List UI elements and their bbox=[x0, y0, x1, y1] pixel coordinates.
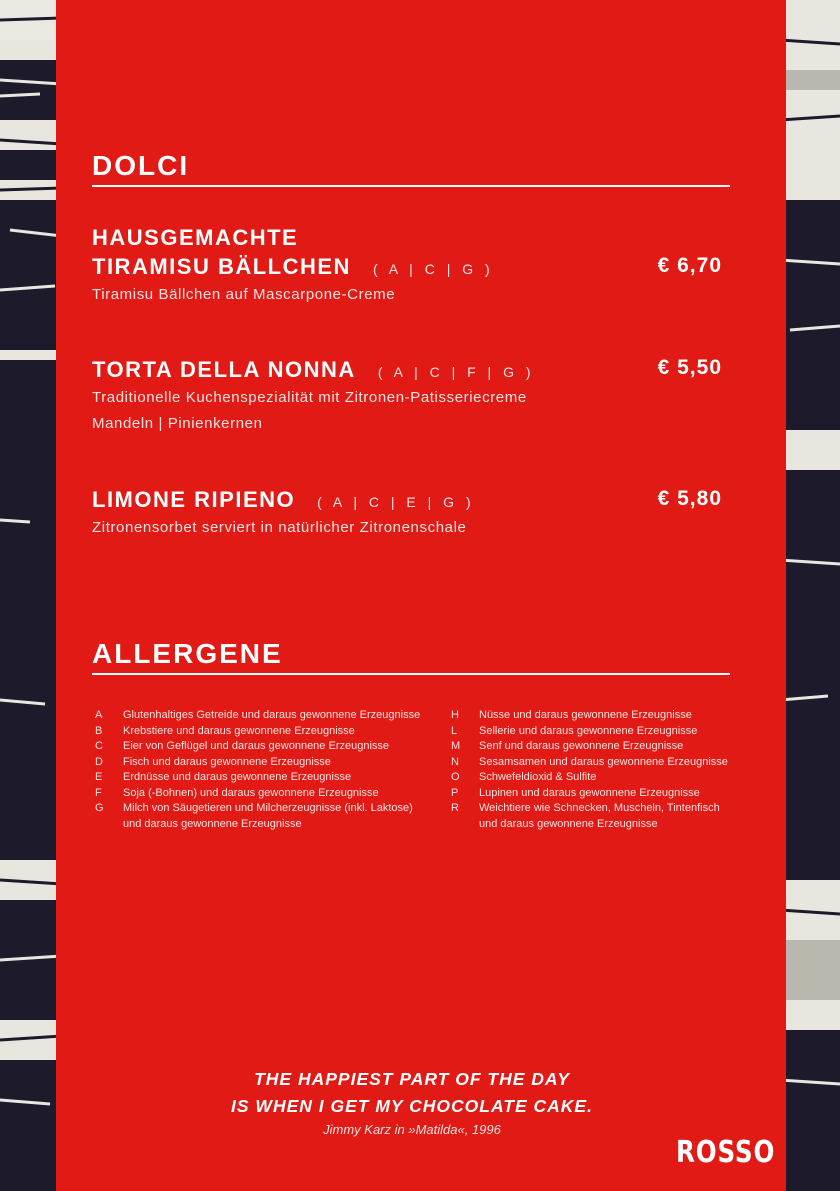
allergen-letter: D bbox=[95, 755, 103, 768]
allergen-item bbox=[92, 755, 432, 771]
section-divider bbox=[92, 673, 730, 675]
section-title-allergene: ALLERGENE bbox=[92, 638, 283, 669]
allergen-text: Soja (-Bohnen) und daraus gewonnene Erzeugnisse bbox=[123, 786, 379, 799]
dish-description bbox=[92, 282, 652, 308]
allergen-text: Erdnüsse und daraus gewonnene Erzeugnisse bbox=[123, 771, 352, 783]
dish-name bbox=[92, 485, 475, 517]
dish-name-text: TORTA DELLA NONNA bbox=[92, 357, 356, 382]
allergen-text: Glutenhaltiges Getreide und daraus gewonnene Erzeugnisse bbox=[123, 709, 421, 721]
section-divider bbox=[92, 185, 730, 187]
dish-name bbox=[92, 355, 535, 387]
allergen-item bbox=[448, 801, 732, 832]
quote-source: Jimmy Karz in »Matilda«, 1996 bbox=[323, 1122, 501, 1137]
allergen-text: Sellerie und daraus gewonnene Erzeugnisse bbox=[479, 724, 698, 737]
section-title-dolci: DOLCI bbox=[92, 150, 190, 181]
allergen-text: Nüsse und daraus gewonnene Erzeugnisse bbox=[479, 709, 692, 721]
allergen-item bbox=[92, 739, 432, 755]
allergen-text: Milch von Säugetieren und Milcherzeugnisse (inkl. Laktose) und daraus gewonnene Erzeugnisse bbox=[123, 802, 413, 830]
allergen-item bbox=[448, 786, 732, 802]
allergen-letter: P bbox=[451, 786, 459, 799]
dish-description bbox=[92, 385, 652, 437]
allergen-text: Fisch und daraus gewonnene Erzeugnisse bbox=[123, 755, 331, 768]
dish-allergen-codes: ( A | C | G ) bbox=[372, 261, 494, 277]
allergen-text: Sesamsamen und daraus gewonnene Erzeugnisse bbox=[479, 755, 728, 768]
dish-description-line: Zitronensorbet serviert in natürlicher Zitronenschale bbox=[92, 519, 467, 536]
allergen-letter: G bbox=[95, 802, 104, 814]
allergen-item bbox=[448, 770, 732, 786]
allergen-letter: F bbox=[95, 786, 102, 799]
allergen-letter: A bbox=[95, 709, 103, 721]
dish-allergen-codes: ( A | C | E | G ) bbox=[317, 494, 475, 510]
allergen-item bbox=[448, 724, 732, 740]
allergen-item bbox=[448, 708, 732, 724]
allergen-text: Senf und daraus gewonnene Erzeugnisse bbox=[479, 740, 684, 752]
dish-description-line: Mandeln | Pinienkernen bbox=[92, 415, 263, 432]
allergen-text: Schwefeldioxid & Sulfite bbox=[479, 771, 597, 783]
brand-logo: ROSSO bbox=[676, 1135, 776, 1170]
allergen-letter: B bbox=[95, 724, 103, 737]
quote-line: IS WHEN I GET MY CHOCOLATE CAKE. bbox=[231, 1096, 593, 1116]
dish-description-line: Traditionelle Kuchenspezialität mit Zitronen-Patisseriecreme bbox=[92, 389, 527, 406]
allergen-item bbox=[92, 724, 432, 740]
dish-price: € 6,70 bbox=[657, 254, 722, 277]
allergen-text: Weichtiere wie Schnecken, Muscheln, Tintenfisch und daraus gewonnene Erzeugnisse bbox=[479, 802, 720, 830]
allergen-item bbox=[92, 786, 432, 802]
allergen-letter: O bbox=[451, 771, 460, 783]
allergen-list-right bbox=[448, 708, 732, 832]
movie-quote bbox=[222, 1066, 602, 1137]
dish-name-line: HAUSGEMACHTE bbox=[92, 225, 299, 250]
quote-line: THE HAPPIEST PART OF THE DAY bbox=[254, 1069, 570, 1089]
panel-wavy-edge-left bbox=[50, 0, 60, 1191]
dish-allergen-codes: ( A | C | F | G ) bbox=[377, 364, 535, 380]
dish-name-text: TIRAMISU BÄLLCHEN bbox=[92, 254, 351, 279]
allergen-letter: M bbox=[451, 740, 461, 752]
dish-price: € 5,80 bbox=[657, 487, 722, 510]
allergen-letter: N bbox=[451, 755, 459, 768]
allergen-item bbox=[92, 770, 432, 786]
allergen-text: Lupinen und daraus gewonnene Erzeugnisse bbox=[479, 786, 700, 799]
dish-description bbox=[92, 515, 652, 541]
dish-description-line: Tiramisu Bällchen auf Mascarpone-Creme bbox=[92, 286, 396, 303]
allergen-item bbox=[92, 708, 432, 724]
allergen-item bbox=[448, 739, 732, 755]
allergen-item bbox=[448, 755, 732, 771]
allergen-list-left bbox=[92, 708, 432, 832]
allergen-letter: L bbox=[451, 724, 458, 737]
dish-name-text: LIMONE RIPIENO bbox=[92, 487, 296, 512]
allergen-letter: R bbox=[451, 802, 459, 814]
allergen-letter: C bbox=[95, 740, 103, 752]
dish-name-line bbox=[92, 252, 494, 284]
allergen-letter: E bbox=[95, 771, 103, 783]
dish-price: € 5,50 bbox=[657, 356, 722, 379]
allergen-item bbox=[92, 801, 432, 832]
dish-name bbox=[92, 223, 494, 284]
allergen-text: Krebstiere und daraus gewonnene Erzeugnisse bbox=[123, 724, 355, 737]
allergen-letter: H bbox=[451, 709, 459, 721]
panel-wavy-edge-right bbox=[780, 0, 790, 1191]
allergen-text: Eier von Geflügel und daraus gewonnene Erzeugnisse bbox=[123, 740, 390, 752]
